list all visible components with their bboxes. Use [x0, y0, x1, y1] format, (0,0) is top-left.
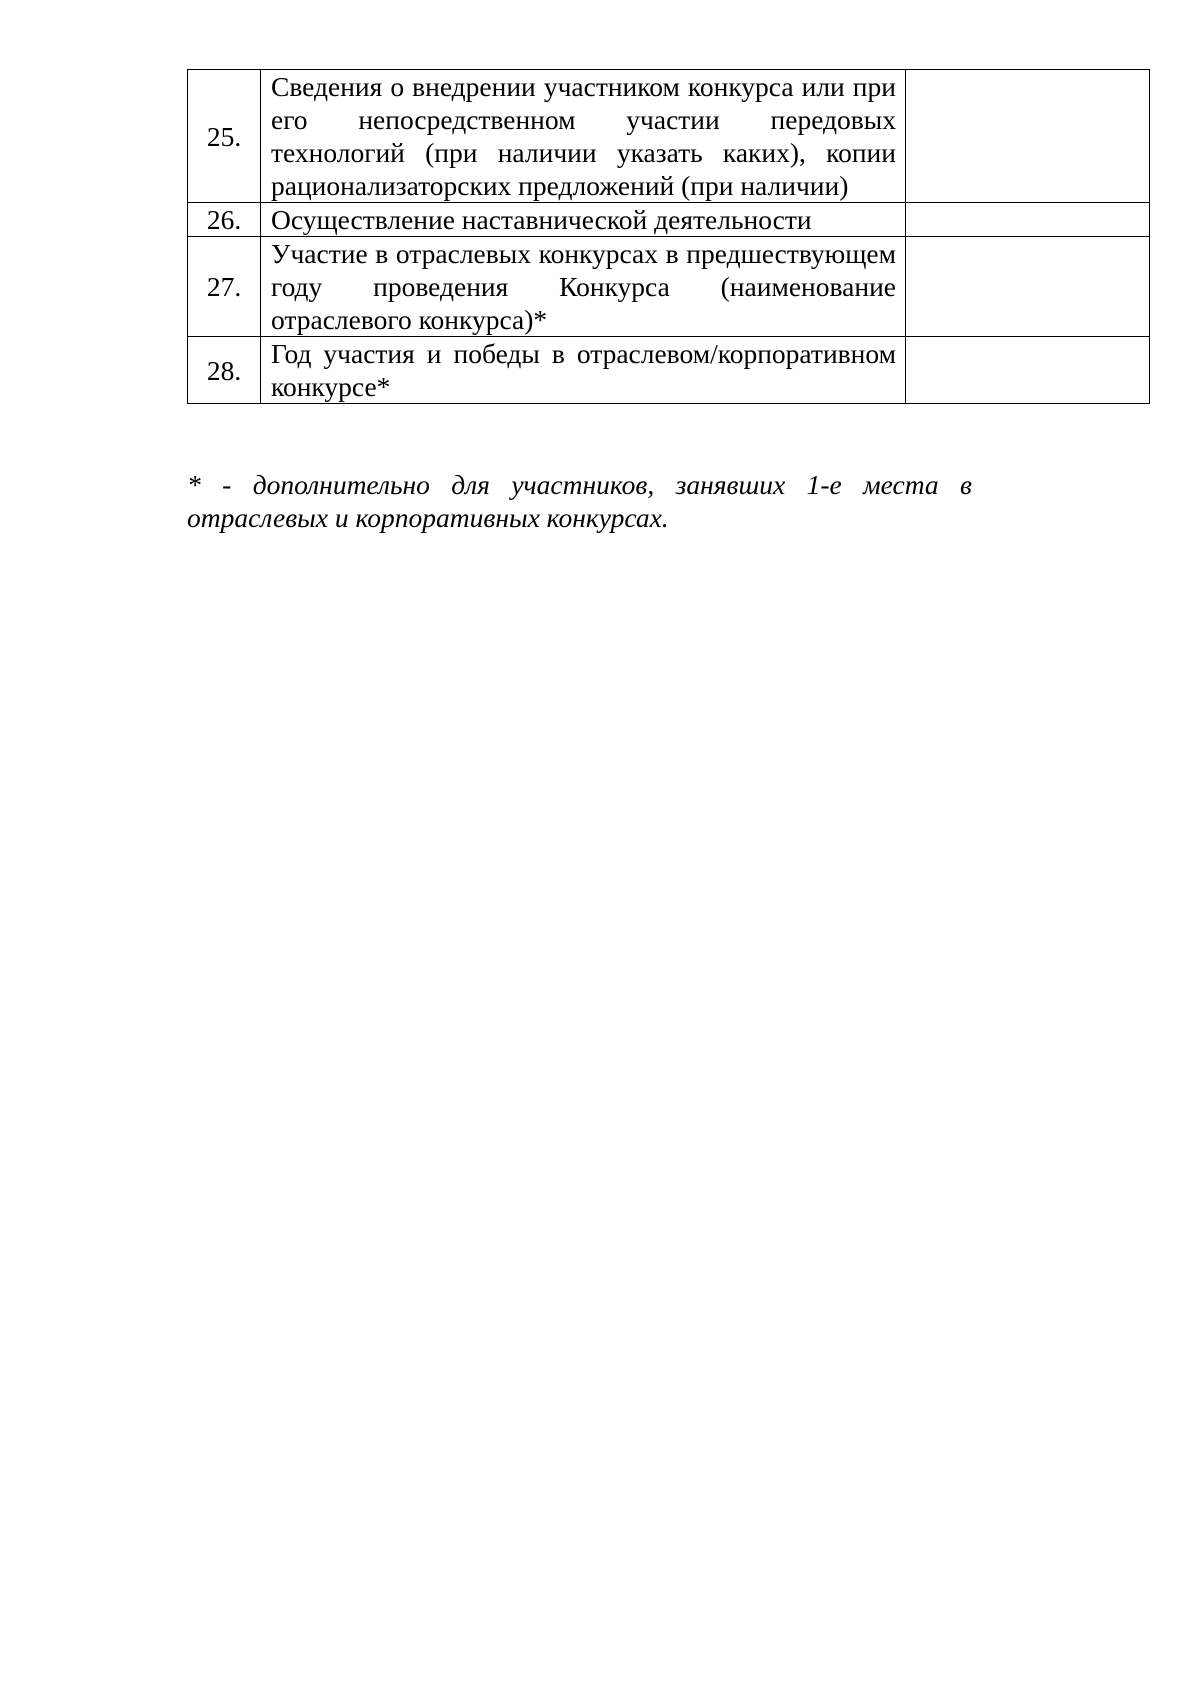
row-description-text: Участие в отраслевых конкурсах в предшествующем году проведения Конкурса (наименование отраслевого конкурса)* [271, 238, 896, 335]
row-description [261, 237, 906, 337]
row-description [261, 70, 906, 203]
criteria-table [187, 69, 1150, 404]
row-number: 25. [188, 70, 261, 203]
row-description-text: Осуществление наставнической деятельности [271, 204, 812, 235]
row-description-text: Сведения о внедрении участником конкурса или при его непосредственном участии передовых технологий (при наличии указать каких), копии рационализаторских предложений (при наличии) [271, 71, 896, 201]
row-number: 28. [188, 337, 261, 404]
footnote: * - дополнительно для участников, занявших 1-е места в отраслевых и корпоративных конкурсах. [187, 468, 972, 533]
row-value-cell [906, 337, 1150, 404]
table-row [188, 70, 1150, 203]
row-value-cell [906, 70, 1150, 203]
table-row [188, 237, 1150, 337]
row-number: 26. [188, 203, 261, 237]
row-description-text: Год участия и победы в отраслевом/корпоративном конкурсе* [271, 338, 896, 402]
row-number: 27. [188, 237, 261, 337]
table-row [188, 203, 1150, 237]
row-description [261, 203, 906, 237]
row-description [261, 337, 906, 404]
table-row [188, 337, 1150, 404]
row-value-cell [906, 203, 1150, 237]
row-value-cell [906, 237, 1150, 337]
